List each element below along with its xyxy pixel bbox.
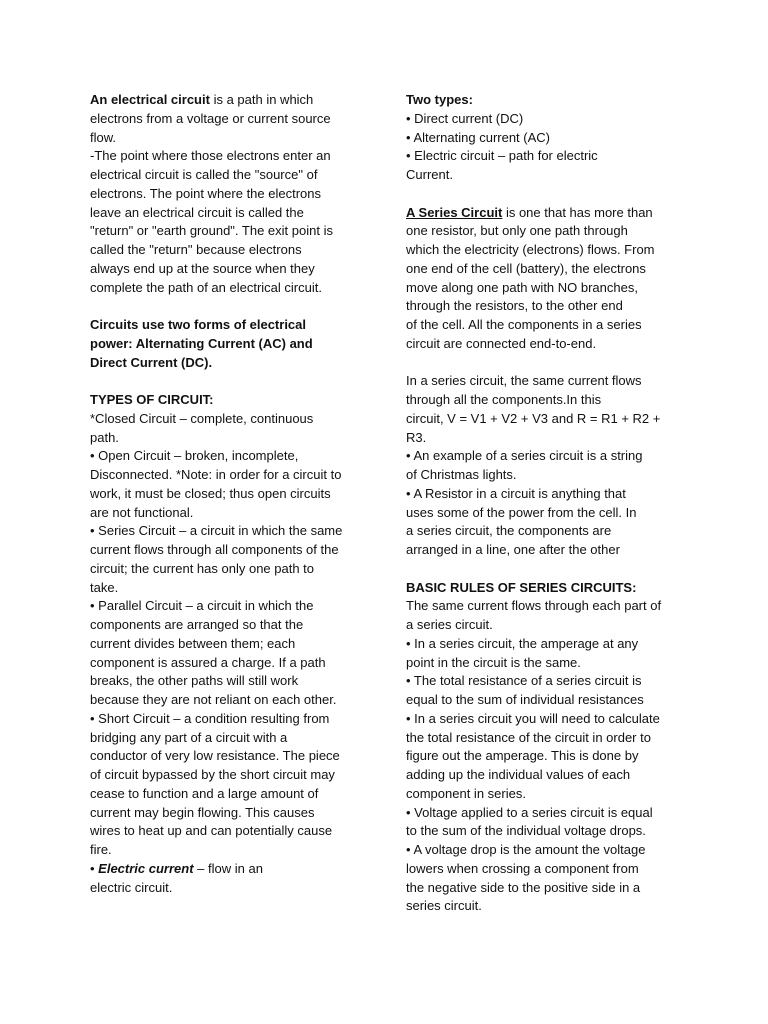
types-line: path. (90, 429, 119, 445)
types-line: • Open Circuit – broken, incomplete, (90, 448, 299, 464)
intro-line: flow. (90, 129, 117, 145)
series-more-paragraph (406, 372, 680, 560)
types-line: current divides between them; each (90, 635, 296, 651)
rules-line: adding up the individual values of each (406, 767, 631, 782)
intro-line: called the "return" because electrons (90, 242, 302, 257)
series-more-line: R3. (406, 429, 427, 445)
series-def-line: which the electricity (electrons) flows. From (406, 242, 655, 257)
types-line: current flows through all components of the (90, 542, 339, 557)
intro-line: electrons from a voltage or current source (90, 110, 331, 126)
types-line: circuit; the current has only one path to (90, 560, 315, 576)
types-line: • Parallel Circuit – a circuit in which the (90, 598, 314, 614)
series-definition-paragraph (406, 204, 680, 354)
two-types-line: • Alternating current (AC) (406, 129, 550, 145)
intro-line: electrical circuit is called the "source" of (90, 167, 318, 182)
series-def-line: A Series Circuit is one that has more than (406, 204, 653, 220)
power-line: power: Alternating Current (AC) and (90, 335, 313, 351)
intro-line: An electrical circuit is a path in which (90, 92, 314, 107)
rules-line: to the sum of the individual voltage drops. (406, 823, 646, 839)
series-more-line: • A Resistor in a circuit is anything that (406, 485, 626, 501)
intro-paragraph (90, 91, 362, 297)
power-line: Direct Current (DC). (90, 354, 213, 370)
paragraph-gap (406, 185, 680, 204)
series-def-line: of the cell. All the components in a series (406, 317, 642, 332)
rules-line: lowers when crossing a component from (406, 860, 639, 876)
paragraph-gap (406, 354, 680, 373)
left-column (90, 91, 362, 897)
types-line: components are arranged so that the (90, 617, 304, 632)
series-more-line: uses some of the power from the cell. In (406, 504, 637, 520)
series-more-line: • An example of a series circuit is a string (406, 448, 643, 464)
types-line: • Series Circuit – a circuit in which the same (90, 523, 343, 539)
types-line: work, it must be closed; thus open circuits (90, 485, 331, 501)
rules-line: the negative side to the positive side in a (406, 879, 641, 895)
term-electrical-circuit: An electrical circuit (90, 92, 210, 107)
rules-line: • In a series circuit, the amperage at any (406, 635, 639, 651)
intro-line: complete the path of an electrical circuit. (90, 279, 322, 295)
series-more-line: In a series circuit, the same current flows (406, 373, 642, 389)
rules-line: • The total resistance of a series circuit is (406, 673, 642, 689)
electric-current-line: • Electric current – flow in an (90, 860, 263, 876)
rules-line: • A voltage drop is the amount the voltage (406, 842, 646, 857)
rules-line: series circuit. (406, 898, 482, 914)
intro-line: -The point where those electrons enter an (90, 148, 331, 164)
types-line: Disconnected. *Note: in order for a circuit to (90, 467, 342, 482)
two-types-heading: Two types: (406, 92, 473, 107)
types-line: fire. (90, 842, 112, 857)
rules-line: component in series. (406, 785, 526, 801)
series-def-line: through the resistors, to the other end (406, 298, 623, 314)
rules-line: figure out the amperage. This is done by (406, 748, 639, 764)
rules-heading: BASIC RULES OF SERIES CIRCUITS: (406, 579, 637, 595)
rules-list (406, 597, 680, 916)
types-line: • Short Circuit – a condition resulting from (90, 710, 330, 726)
power-line: Circuits use two forms of electrical (90, 317, 307, 332)
types-line: of circuit bypassed by the short circuit may (90, 767, 335, 782)
rules-line: point in the circuit is the same. (406, 654, 581, 670)
power-forms-paragraph (90, 316, 362, 372)
types-list (90, 410, 362, 860)
electric-current-line: electric circuit. (90, 879, 173, 895)
types-line: cease to function and a large amount of (90, 785, 319, 801)
series-more-line: a series circuit, the components are (406, 523, 612, 539)
rules-line: a series circuit. (406, 617, 493, 632)
series-def-line: circuit are connected end-to-end. (406, 335, 597, 351)
rules-line: The same current flows through each part of (406, 598, 662, 614)
series-more-line: of Christmas lights. (406, 467, 517, 482)
series-def-line: one resistor, but only one path through (406, 223, 628, 239)
paragraph-gap (90, 372, 362, 391)
types-line: bridging any part of a circuit with a (90, 729, 288, 745)
rules-line: equal to the sum of individual resistances (406, 692, 644, 707)
series-more-line: arranged in a line, one after the other (406, 542, 620, 557)
types-line: breaks, the other paths will still work (90, 673, 299, 689)
paragraph-gap (406, 560, 680, 579)
rules-line: the total resistance of the circuit in order to (406, 729, 651, 745)
two-types-line: • Electric circuit – path for electric (406, 148, 598, 164)
types-line: because they are not reliant on each other. (90, 692, 337, 707)
types-line: take. (90, 579, 119, 595)
types-line: conductor of very low resistance. The piece (90, 748, 340, 764)
two-types-line: • Direct current (DC) (406, 110, 524, 126)
term-series-circuit: A Series Circuit (406, 204, 503, 220)
two-types-line: Current. (406, 167, 453, 182)
rules-line: • Voltage applied to a series circuit is equal (406, 804, 653, 820)
types-line: are not functional. (90, 504, 194, 520)
types-line: wires to heat up and can potentially cause (90, 823, 333, 839)
types-line: current may begin flowing. This causes (90, 804, 315, 820)
intro-line: always end up at the source when they (90, 260, 315, 276)
types-line: *Closed Circuit – complete, continuous (90, 410, 314, 426)
electric-current-item (90, 860, 362, 898)
term-electric-current: Electric current (98, 860, 194, 876)
intro-line: electrons. The point where the electrons (90, 185, 322, 201)
two-types-list (406, 110, 680, 185)
rules-line: • In a series circuit you will need to calculate (406, 710, 660, 726)
series-more-line: through all the components.In this (406, 392, 602, 407)
paragraph-gap (90, 297, 362, 316)
intro-line: leave an electrical circuit is called the (90, 204, 304, 220)
intro-line: "return" or "earth ground". The exit point is (90, 223, 333, 239)
series-def-line: one end of the cell (battery), the electrons (406, 260, 646, 276)
right-column (406, 91, 680, 916)
types-line: component is assured a charge. If a path (90, 654, 326, 670)
series-def-line: move along one path with NO branches, (406, 279, 638, 295)
series-more-line: circuit, V = V1 + V2 + V3 and R = R1 + R2 + (406, 410, 661, 426)
types-heading: TYPES OF CIRCUIT: (90, 392, 214, 407)
